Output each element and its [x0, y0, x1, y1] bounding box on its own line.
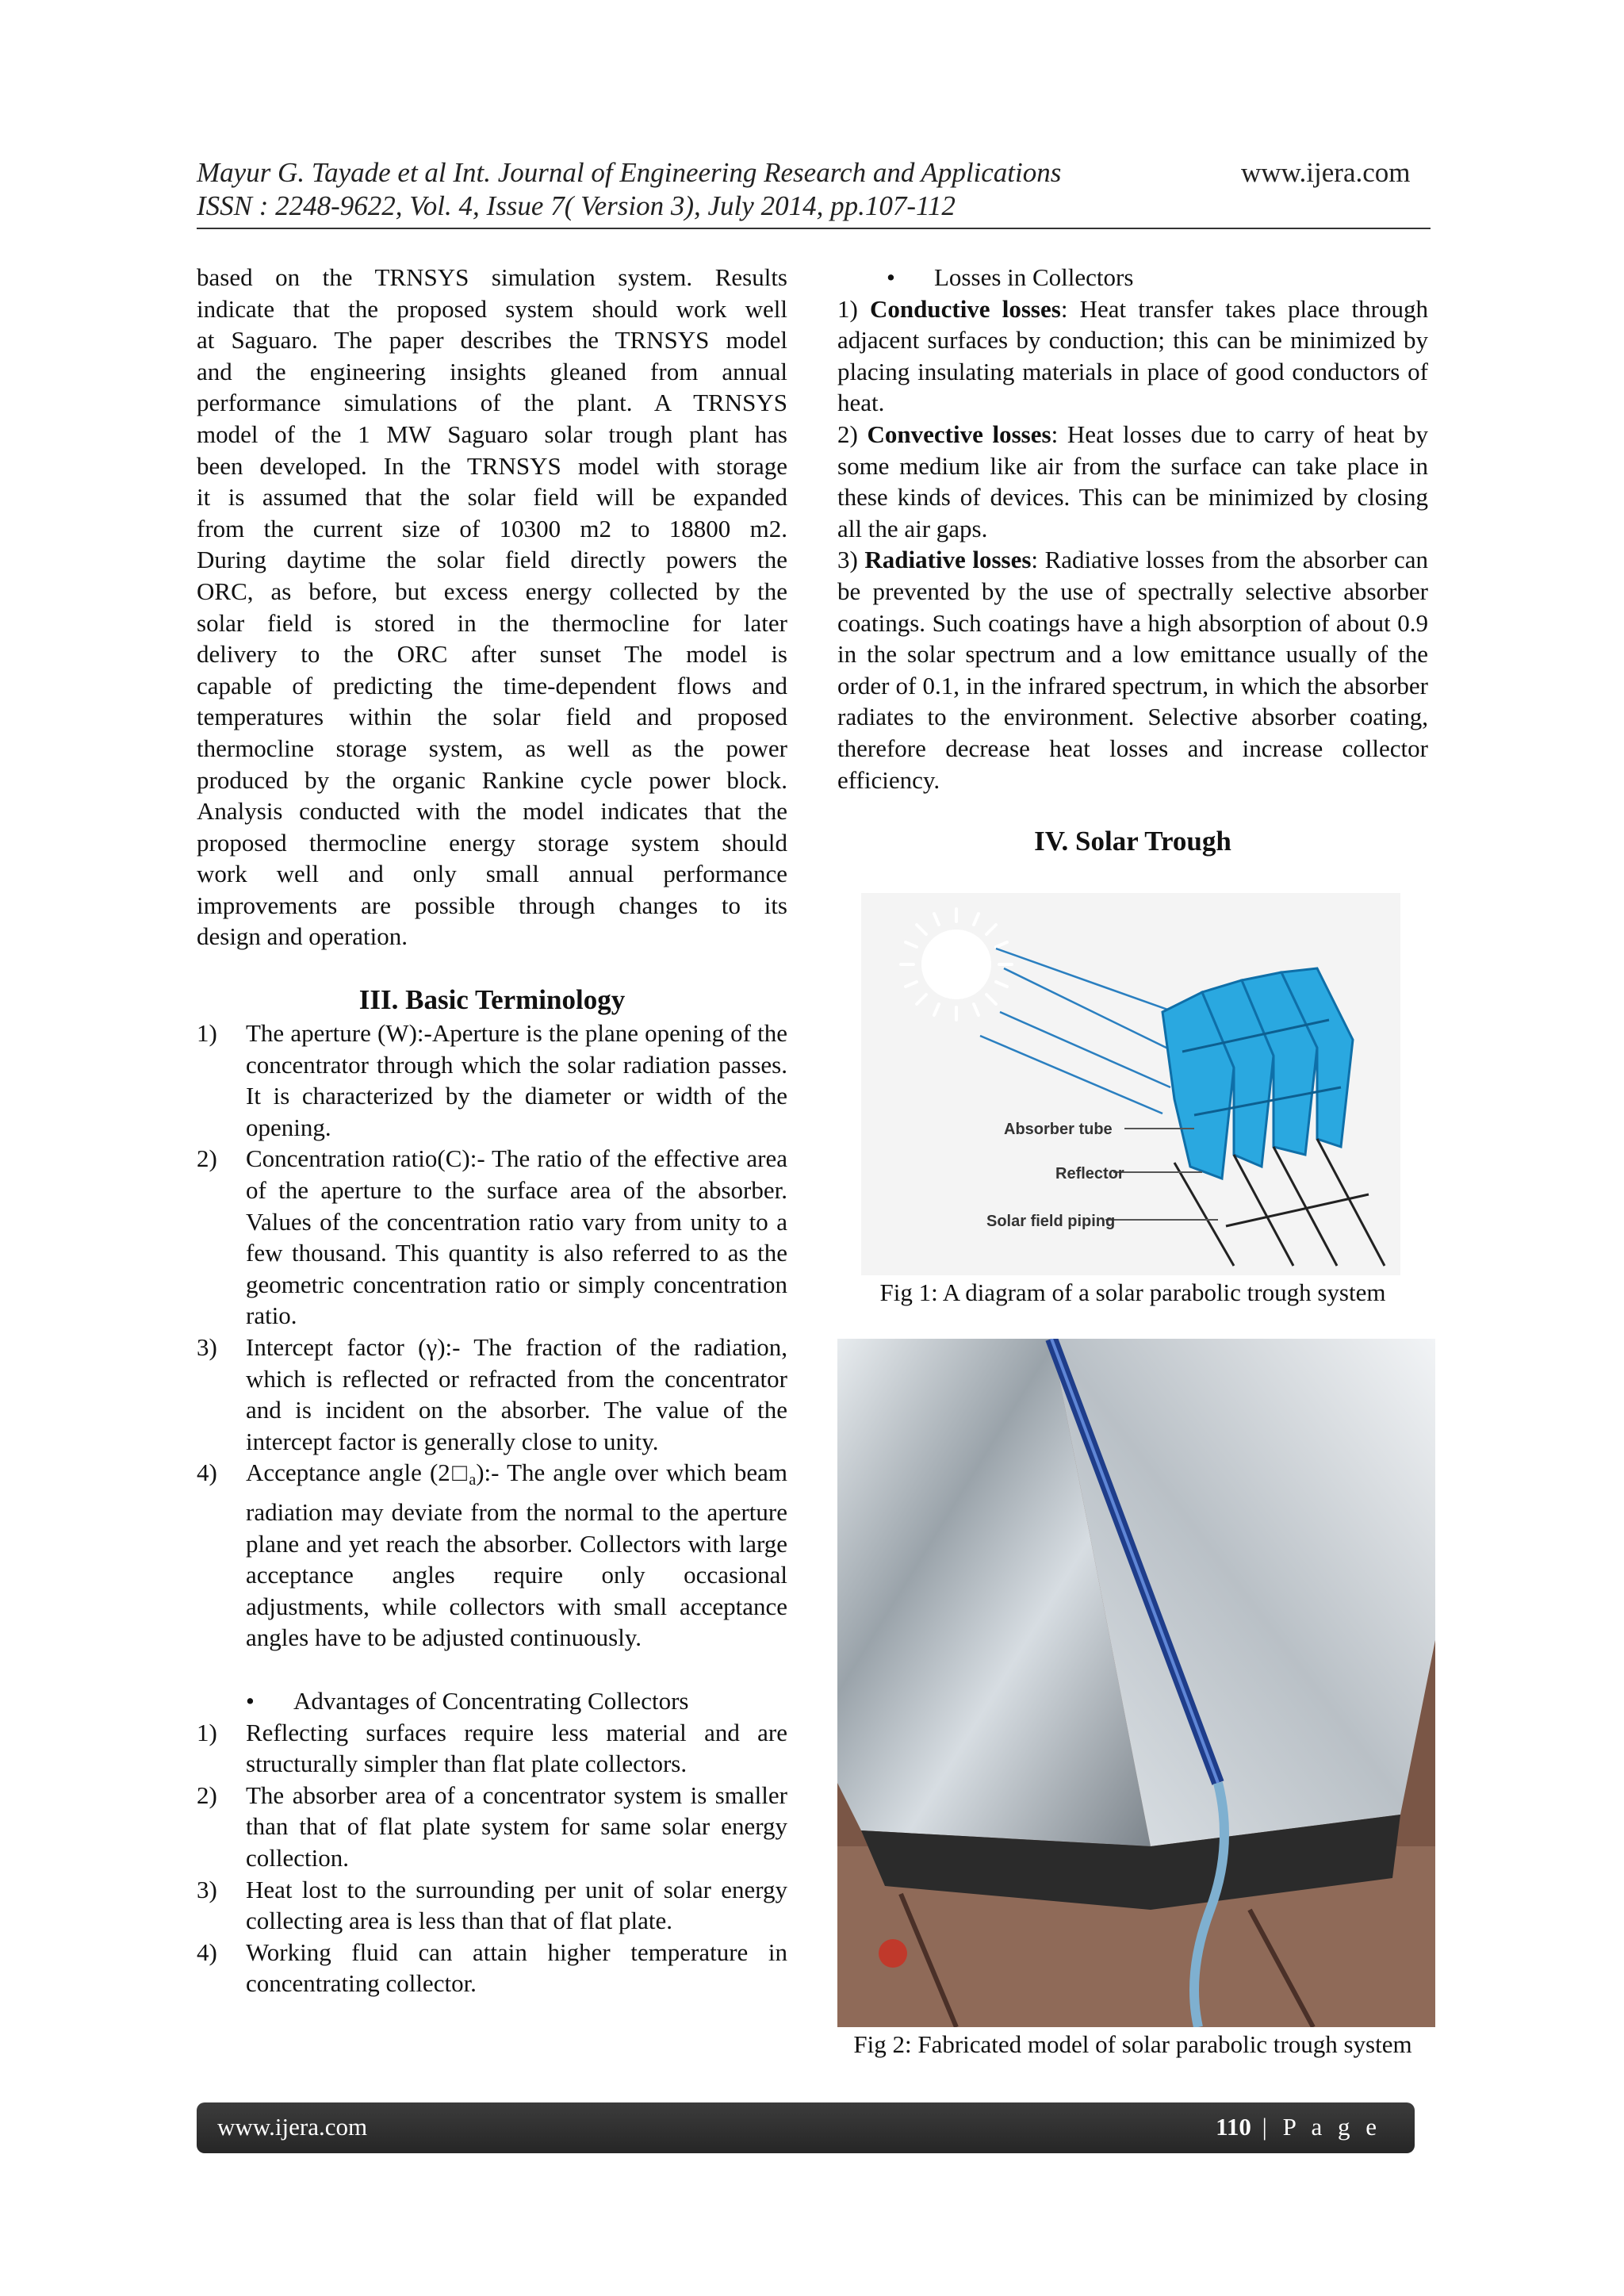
- intro-paragraph: [197, 262, 787, 953]
- subscript: a: [469, 1471, 477, 1489]
- list-item: [197, 1717, 787, 1780]
- text-line: capable of predicting the time-dependent flows and: [197, 671, 787, 700]
- list-number: 1): [197, 1019, 217, 1048]
- text-line: During daytime the solar field directly powers the: [197, 546, 787, 574]
- text-line: produced by the organic Rankine cycle power block.: [197, 765, 787, 794]
- list-item: [197, 1780, 787, 1874]
- section-title-basic-terminology: III. Basic Terminology: [358, 984, 626, 1016]
- sun-icon: [901, 909, 1012, 1020]
- terminology-list: [197, 1018, 787, 1654]
- advantages-heading: [197, 1685, 787, 1717]
- text-line: and the engineering insights gleaned from annual: [197, 357, 787, 385]
- text-line: solar field is stored in the thermocline for later: [197, 608, 787, 637]
- text-line: work well and only small annual performance: [197, 860, 787, 888]
- losses-heading: [837, 262, 1428, 293]
- list-number: 4): [197, 1458, 217, 1487]
- loss-text: : Radiative losses from the absorber can be prevented by the use of spectrally selective absorber coatings. Such coatings have a high absorption of about 0.9 in the solar spectrum and a low emittance usually of the order of 0.1, in the infrared spectrum, in which the absorber radiates to the environment. Selective absorber coating, therefore decrease heat losses and increase collector efficiency.: [837, 546, 1429, 794]
- list-item: [197, 1937, 787, 1999]
- loss-text: : Heat transfer takes place through adjacent surfaces by conduction; this can be minimized by placing insulating materials in place of good conductors of heat.: [837, 294, 1428, 417]
- list-text: Reflecting surfaces require less material and are structurally simpler than flat plate collectors.: [246, 1718, 787, 1778]
- list-text: Intercept factor (γ):- The fraction of the radiation, which is reflected or refracted from the concentrator and is incident on the absorber. The value of the intercept factor is generally close to unity.: [246, 1333, 787, 1455]
- list-item: [197, 1874, 787, 1937]
- sun-rays: [980, 949, 1174, 1114]
- losses-heading-text: Losses in Collectors: [934, 263, 1134, 291]
- loss-number: 1): [837, 294, 858, 323]
- footer-url: www.ijera.com: [217, 2113, 368, 2141]
- text-line: thermocline storage system, as well as the power: [197, 734, 787, 762]
- list-number: 2): [197, 1144, 217, 1173]
- text-line: improvements are possible through changes to its: [197, 891, 787, 919]
- list-number: 3): [197, 1875, 217, 1903]
- advantages-heading-text: Advantages of Concentrating Collectors: [293, 1686, 689, 1715]
- figure-1-caption: Fig 1: A diagram of a solar parabolic trough system: [879, 1278, 1386, 1306]
- loss-item-radiative: [837, 544, 1428, 795]
- loss-item-conductive: [837, 293, 1428, 419]
- loss-term: Radiative losses: [864, 546, 1032, 574]
- list-number: 4): [197, 1938, 217, 1966]
- advantages-list: [197, 1717, 787, 1999]
- trough-collectors: [1162, 968, 1353, 1179]
- loss-term: Conductive losses: [870, 294, 1061, 323]
- label-solar-field-piping: Solar field piping: [986, 1213, 1116, 1230]
- text-line: from the current size of 10300 m2 to 18800 m2.: [197, 514, 787, 542]
- list-text: Working fluid can attain higher temperature in concentrating collector.: [246, 1938, 787, 1998]
- list-text: The aperture (W):-Aperture is the plane opening of the concentrator through which the solar radiation passes. It is characterized by the diameter or width of the opening.: [246, 1019, 787, 1141]
- right-column: [837, 262, 1428, 859]
- figure-2-photo: [837, 1339, 1435, 2027]
- text-line: based on the TRNSYS simulation system. Results: [197, 263, 787, 291]
- bullet-icon: •: [887, 263, 895, 291]
- text-line: proposed thermocline energy storage system should: [197, 828, 787, 857]
- bullet-icon: •: [246, 1686, 255, 1715]
- section-title-solar-trough: IV. Solar Trough: [1034, 826, 1231, 857]
- list-number: 2): [197, 1780, 217, 1809]
- list-text-post: ):- The angle over which beam radiation may deviate from the normal to the aperture plane and yet reach the absorber. Collectors with large acceptance angles require only occasional adjustments, while collectors with small acceptance angles have to be adjusted continuously.: [246, 1458, 787, 1652]
- text-line: performance simulations of the plant. A TRNSYS: [197, 389, 787, 417]
- header-divider: [197, 228, 1431, 229]
- footer-page-label: [1216, 2113, 1381, 2141]
- page-suffix: | P a g e: [1251, 2113, 1381, 2141]
- list-text-pre: Acceptance angle (2: [246, 1458, 450, 1487]
- text-line: temperatures within the solar field and proposed: [197, 703, 787, 731]
- text-line: indicate that the proposed system should work well: [197, 294, 787, 323]
- label-reflector: Reflector: [1055, 1165, 1124, 1182]
- loss-item-convective: [837, 419, 1428, 544]
- text-line: it is assumed that the solar field will be expanded: [197, 483, 787, 512]
- journal-header-url: www.ijera.com: [1241, 157, 1411, 188]
- journal-header-issn: ISSN : 2248-9622, Vol. 4, Issue 7( Version 3), July 2014, pp.107-112: [197, 190, 956, 221]
- text-line: at Saguaro. The paper describes the TRNSYS model: [197, 326, 787, 355]
- journal-header-title: Mayur G. Tayade et al Int. Journal of Engineering Research and Applications: [197, 157, 1062, 188]
- text-line: been developed. In the TRNSYS model with storage: [197, 451, 787, 480]
- list-number: 1): [197, 1718, 217, 1746]
- list-text: Concentration ratio(C):- The ratio of the effective area of the aperture to the surface area of the absorber. Values of the concentration ratio vary from unity to a few thousand. This quantity is also referred to as the geometric concentration ratio or simply concentration ratio.: [246, 1144, 787, 1330]
- left-column: [197, 262, 787, 1999]
- text-line: Analysis conducted with the model indicates that the: [197, 797, 787, 826]
- loss-text: : Heat losses due to carry of heat by some medium like air from the surface can take place in these kinds of devices. This can be minimized by closing all the air gaps.: [837, 420, 1429, 542]
- loss-number: 3): [837, 546, 858, 574]
- text-line: delivery to the ORC after sunset The model is: [197, 640, 787, 669]
- loss-number: 2): [837, 420, 858, 448]
- text-line: ORC, as before, but excess energy collected by the: [197, 577, 787, 605]
- text-line: model of the 1 MW Saguaro solar trough plant has: [197, 420, 787, 448]
- page-footer: [197, 2102, 1415, 2153]
- list-text: The absorber area of a concentrator system is smaller than that of flat plate system for same solar energy collection.: [246, 1780, 787, 1872]
- list-number: 3): [197, 1333, 217, 1361]
- list-item: [197, 1332, 787, 1457]
- list-text: Heat lost to the surrounding per unit of solar energy collecting area is less than that of flat plate.: [246, 1875, 787, 1935]
- list-item: [197, 1143, 787, 1332]
- figure-2-caption: Fig 2: Fabricated model of solar parabolic trough system: [853, 2030, 1412, 2058]
- symbol-placeholder: □: [450, 1458, 469, 1487]
- figure-1-diagram: [861, 893, 1400, 1275]
- text-line: design and operation.: [197, 922, 408, 951]
- page-number: 110: [1216, 2113, 1251, 2141]
- label-absorber-tube: Absorber tube: [1004, 1121, 1113, 1138]
- loss-term: Convective losses: [867, 420, 1051, 448]
- list-item: [197, 1457, 787, 1654]
- list-item: [197, 1018, 787, 1143]
